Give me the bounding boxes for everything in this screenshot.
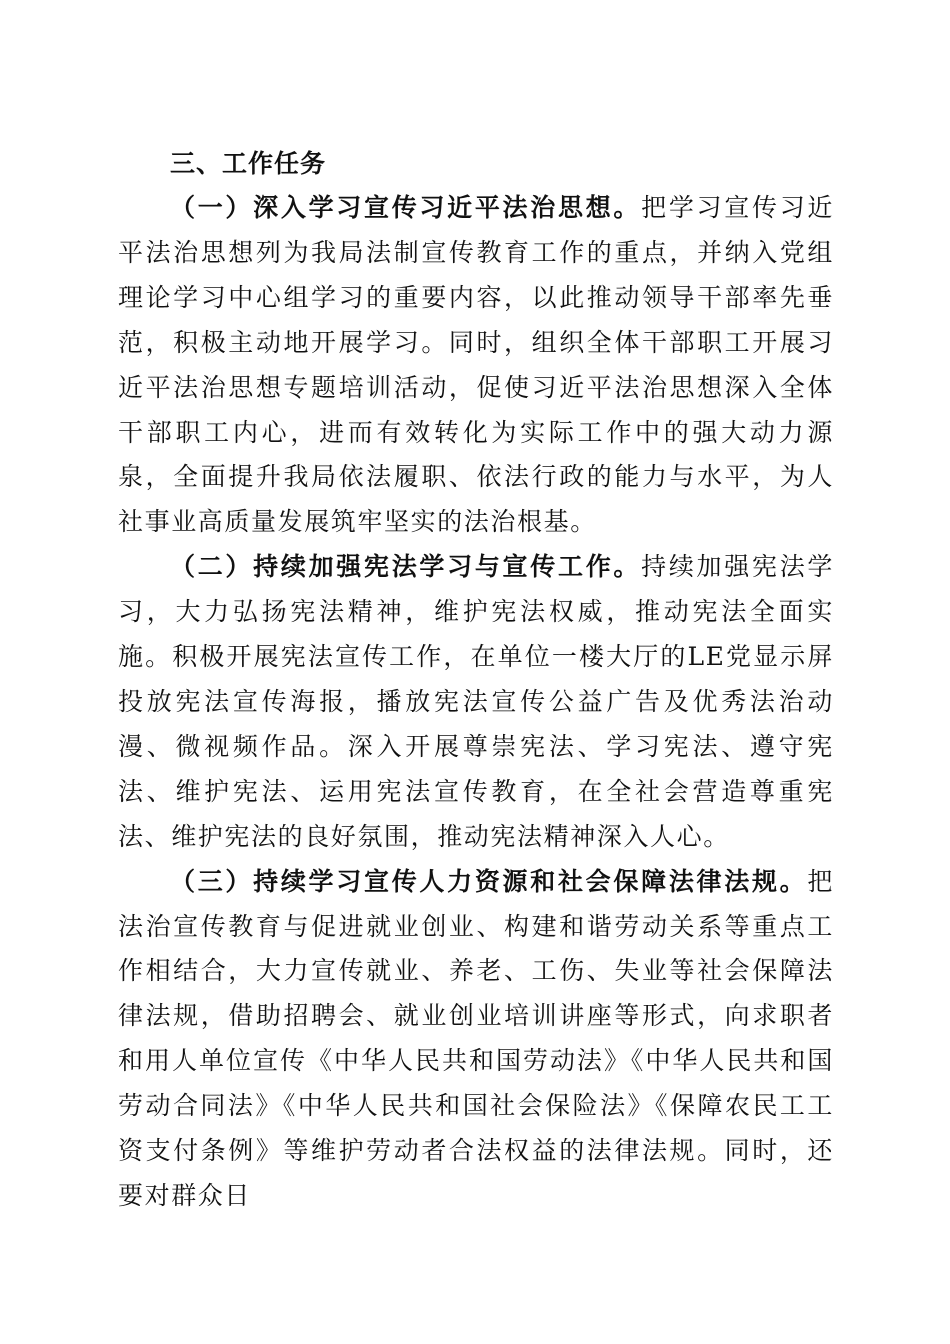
paragraph-1	[118, 186, 834, 545]
paragraph-3	[118, 860, 834, 1219]
section-heading: 三、工作任务	[170, 149, 327, 178]
paragraph-3-heading: （三）持续学习宣传人力资源和社会保障法律法规。	[170, 866, 808, 896]
paragraph-2-heading: （二）持续加强宪法学习与宣传工作。	[170, 552, 642, 582]
paragraph-1-heading: （一）深入学习宣传习近平法治思想。	[170, 193, 642, 222]
paragraph-1-body: 把学习宣传习近平法治思想列为我局法制宣传教育工作的重点，并纳入党组理论学习中心组学习的重要内容，以此推动领导干部率先垂范，积极主动地开展学习。同时，组织全体干部职工开展习近平法治思想专题培训活动，促使习近平法治思想深入全体干部职工内心，进而有效转化为实际工作中的强大动力源泉，全面提升我局依法履职、依法行政的能力与水平，为人社事业高质量发展筑牢坚实的法治根基。	[118, 193, 835, 537]
paragraph-2-body: 持续加强宪法学习，大力弘扬宪法精神，维护宪法权威，推动宪法全面实施。积极开展宪法宣传工作，在单位一楼大厅的LE党显示屏投放宪法宣传海报，播放宪法宣传公益广告及优秀法治动漫、微视频作品。深入开展尊崇宪法、学习宪法、遵守宪法、维护宪法、运用宪法宣传教育，在全社会营造尊重宪法、维护宪法的良好氛围，推动宪法精神深入人心。	[118, 552, 835, 851]
document-body	[118, 142, 834, 1219]
paragraph-3-body: 把法治宣传教育与促进就业创业、构建和谐劳动关系等重点工作相结合，大力宣传就业、养老、工伤、失业等社会保障法律法规，借助招聘会、就业创业培训讲座等形式，向求职者和用人单位宣传《中华人民共和国劳动法》《中华人民共和国劳动合同法》《中华人民共和国社会保险法》《保障农民工工资支付条例》等维护劳动者合法权益的法律法规。同时，还要对群众日	[118, 866, 834, 1210]
paragraph-2	[118, 545, 834, 859]
